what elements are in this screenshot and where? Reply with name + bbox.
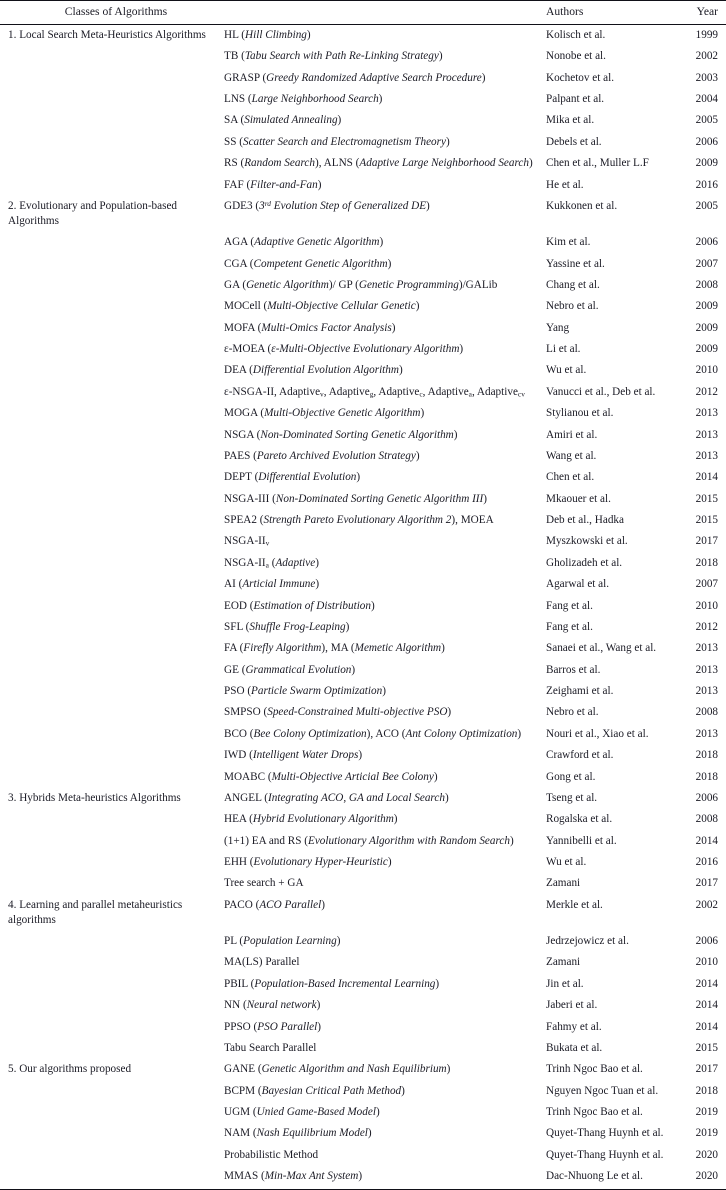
- cell-algorithm-name: Probabilistic Method: [224, 1148, 319, 1161]
- table-row: [0, 1145, 726, 1166]
- table-row: [0, 153, 726, 174]
- cell-year: 2006: [695, 135, 718, 148]
- cell-algorithm-name: GE (Grammatical Evolution): [224, 663, 356, 676]
- cell-algorithm-class: [0, 67, 224, 88]
- cell-authors: Yassine et al.: [546, 257, 605, 270]
- cell-authors: Agarwal et al.: [546, 578, 610, 591]
- cell-algorithm-class: [0, 403, 224, 424]
- cell-algorithm-class: [0, 723, 224, 744]
- cell-algorithm-class: 5. Our algorithms proposed: [8, 1063, 132, 1076]
- cell-authors: Quyet-Thang Huynh et al.: [546, 1127, 664, 1140]
- cell-algorithm-class: [0, 617, 224, 638]
- cell-year: 2013: [695, 727, 718, 740]
- table-header: [0, 1, 726, 25]
- cell-algorithm-name: SFL (Shuffle Frog-Leaping): [224, 620, 350, 633]
- table-row: [0, 809, 726, 830]
- table-row: [0, 24, 726, 46]
- table-row: [0, 131, 726, 152]
- cell-algorithm-name: NN (Neural network): [224, 999, 321, 1012]
- cell-algorithm-class: [0, 488, 224, 509]
- table-row: [0, 830, 726, 851]
- cell-algorithm-name: PPSO (PSO Parallel): [224, 1020, 321, 1033]
- cell-algorithm-name: EOD (Estimation of Distribution): [224, 599, 375, 612]
- cell-algorithm-class: 1. Local Search Meta-Heuristics Algorithms: [8, 28, 206, 41]
- cell-algorithm-class: [0, 595, 224, 616]
- cell-algorithm-class: [0, 659, 224, 680]
- cell-year: 2016: [695, 856, 718, 869]
- cell-algorithm-class: [0, 317, 224, 338]
- cell-authors: Mika et al.: [546, 114, 595, 127]
- cell-year: 2019: [695, 1127, 718, 1140]
- cell-year: 2019: [695, 1106, 718, 1119]
- table-row: [0, 638, 726, 659]
- cell-algorithm-name: MOGA (Multi-Objective Genetic Algorithm): [224, 407, 425, 420]
- cell-algorithm-class: [0, 974, 224, 995]
- column-header-classes: Classes of Algorithms: [0, 1, 224, 25]
- cell-algorithm-class: [0, 574, 224, 595]
- cell-authors: Kim et al.: [546, 236, 591, 249]
- cell-authors: Dac-Nhuong Le et al.: [540, 1166, 680, 1190]
- cell-year: 2015: [695, 492, 718, 505]
- cell-algorithm-name: CGA (Competent Genetic Algorithm): [224, 257, 392, 270]
- table-row: [0, 446, 726, 467]
- cell-algorithm-class: [0, 510, 224, 531]
- cell-authors: Wang et al.: [546, 449, 597, 462]
- cell-algorithm-name: SMPSO (Speed-Constrained Multi-objective PSO): [224, 706, 452, 719]
- table-row: [0, 467, 726, 488]
- cell-authors: Myszkowski et al.: [546, 535, 628, 548]
- cell-year: 2020: [695, 1148, 718, 1161]
- cell-authors: Gholizadeh et al.: [546, 556, 623, 569]
- cell-year: 2006: [695, 791, 718, 804]
- cell-algorithm-class: [0, 531, 224, 552]
- cell-authors: Nebro et al.: [546, 706, 599, 719]
- cell-algorithm-name: RS (Random Search), ALNS (Adaptive Large Neighborhood Search): [224, 157, 533, 170]
- cell-authors: Zamani: [546, 877, 581, 890]
- table-row: [0, 275, 726, 296]
- cell-authors: Fang et al.: [546, 599, 593, 612]
- cell-authors: Barros et al.: [546, 663, 601, 676]
- table-row: [0, 681, 726, 702]
- cell-authors: Bukata et al.: [546, 1041, 603, 1054]
- cell-authors: Jin et al.: [546, 977, 584, 990]
- cell-year: 2010: [695, 599, 718, 612]
- table-row: [0, 424, 726, 445]
- table-row: [0, 360, 726, 381]
- cell-algorithm-name: AI (Articial Immune): [224, 578, 320, 591]
- cell-algorithm-class: [0, 174, 224, 195]
- cell-algorithm-class: [0, 424, 224, 445]
- cell-algorithm-class: [0, 809, 224, 830]
- cell-year: 2010: [695, 364, 718, 377]
- table-row: [0, 873, 726, 894]
- cell-algorithm-class: [0, 153, 224, 174]
- table-row: [0, 617, 726, 638]
- cell-year: 2008: [695, 813, 718, 826]
- cell-authors: Nguyen Ngoc Tuan et al.: [546, 1084, 659, 1097]
- cell-algorithm-class: [0, 995, 224, 1016]
- column-header-authors: Authors: [540, 1, 680, 25]
- table-body: [0, 24, 726, 1189]
- cell-year: 2020: [680, 1166, 726, 1190]
- cell-authors: Crawford et al.: [546, 749, 614, 762]
- cell-year: 2007: [695, 257, 718, 270]
- cell-algorithm-class: [0, 1145, 224, 1166]
- cell-algorithm-name: NSGA-III (Non-Dominated Sorting Genetic Algorithm III): [224, 492, 487, 505]
- table-row: [0, 510, 726, 531]
- cell-algorithm-name: PSO (Particle Swarm Optimization): [224, 685, 386, 698]
- cell-year: 2013: [695, 663, 718, 676]
- cell-algorithm-name: ANGEL (Integrating ACO, GA and Local Search): [224, 791, 449, 804]
- cell-year: 2015: [695, 514, 718, 527]
- cell-authors: Chang et al.: [546, 278, 600, 291]
- cell-algorithm-class: [0, 552, 224, 573]
- cell-authors: Fang et al.: [546, 620, 593, 633]
- table-row: [0, 196, 726, 232]
- cell-algorithm-name: DEA (Differential Evolution Algorithm): [224, 364, 403, 377]
- cell-algorithm-class: [0, 131, 224, 152]
- cell-authors: Gong et al.: [546, 770, 596, 783]
- table-row: [0, 1059, 726, 1080]
- cell-year: 2016: [695, 178, 718, 191]
- cell-year: 2018: [695, 556, 718, 569]
- cell-authors: Nebro et al.: [546, 300, 599, 313]
- cell-algorithm-name: LNS (Large Neighborhood Search): [224, 93, 383, 106]
- cell-year: 2013: [695, 407, 718, 420]
- cell-algorithm-class: [0, 931, 224, 952]
- cell-authors: Chen et al.: [546, 471, 595, 484]
- cell-algorithm-name: FAF (Filter-and-Fan): [224, 178, 322, 191]
- cell-algorithm-class: [0, 1102, 224, 1123]
- cell-algorithm-name: GA (Genetic Algorithm)/ GP (Genetic Programming)/GALib: [224, 278, 498, 291]
- cell-algorithm-name: SPEA2 (Strength Pareto Evolutionary Algorithm 2), MOEA: [224, 514, 494, 527]
- table-row: [0, 381, 726, 402]
- cell-algorithm-class: [0, 296, 224, 317]
- table-row: [0, 766, 726, 787]
- table-row: [0, 296, 726, 317]
- cell-authors: Amiri et al.: [546, 428, 598, 441]
- cell-algorithm-name: Tree search + GA: [224, 877, 304, 890]
- cell-algorithm-class: [0, 852, 224, 873]
- cell-year: 2007: [695, 578, 718, 591]
- cell-year: 2008: [695, 278, 718, 291]
- cell-algorithm-name: PACO (ACO Parallel): [224, 898, 325, 911]
- cell-authors: Trinh Ngoc Bao et al.: [546, 1106, 643, 1119]
- cell-algorithm-class: 2. Evolutionary and Population-based Algorithms: [8, 199, 178, 227]
- table-row: [0, 253, 726, 274]
- table-row: [0, 67, 726, 88]
- cell-year: 2010: [695, 956, 718, 969]
- cell-algorithm-name: UGM (Unied Game-Based Model): [224, 1106, 380, 1119]
- cell-year: 2017: [695, 877, 718, 890]
- cell-algorithm-class: [0, 253, 224, 274]
- table-row: [0, 595, 726, 616]
- cell-year: 2009: [695, 343, 718, 356]
- cell-algorithm-class: [0, 1123, 224, 1144]
- cell-algorithm-name: MOCell (Multi-Objective Cellular Genetic): [224, 300, 420, 313]
- cell-algorithm-name: NSGA-$II_a$ (Adaptive): [224, 556, 319, 570]
- cell-algorithm-name: NAM (Nash Equilibrium Model): [224, 1127, 372, 1140]
- cell-algorithm-class: [0, 681, 224, 702]
- cell-algorithm-name: DEPT (Differential Evolution): [224, 471, 361, 484]
- cell-algorithm-class: [0, 702, 224, 723]
- cell-authors: Debels et al.: [546, 135, 602, 148]
- cell-algorithm-name: PL (Population Learning): [224, 935, 341, 948]
- table-row: [0, 1038, 726, 1059]
- column-header-year: Year: [680, 1, 726, 25]
- table-row: [0, 552, 726, 573]
- cell-year: 2013: [695, 428, 718, 441]
- cell-algorithm-class: [0, 467, 224, 488]
- cell-year: 2002: [695, 50, 718, 63]
- cell-year: 2014: [695, 834, 718, 847]
- cell-authors: Nonobe et al.: [546, 50, 606, 63]
- cell-algorithm-name: (1+1) EA and RS (Evolutionary Algorithm with Random Search): [224, 834, 514, 847]
- cell-authors: Fahmy et al.: [546, 1020, 602, 1033]
- cell-algorithm-name: FA (Firefly Algorithm), MA (Memetic Algorithm): [224, 642, 445, 655]
- cell-year: 2014: [695, 1020, 718, 1033]
- cell-algorithm-name: MOFA (Multi-Omics Factor Analysis): [224, 321, 396, 334]
- cell-authors: Tseng et al.: [546, 791, 598, 804]
- cell-year: 2009: [695, 157, 718, 170]
- table-row: [0, 702, 726, 723]
- table-row: [0, 1016, 726, 1037]
- cell-algorithm-class: [0, 766, 224, 787]
- cell-year: 2013: [695, 685, 718, 698]
- cell-algorithm-class: [0, 275, 224, 296]
- table-row: [0, 174, 726, 195]
- cell-algorithm-name: NSGA (Non-Dominated Sorting Genetic Algorithm): [224, 428, 458, 441]
- cell-authors: Zeighami et al.: [546, 685, 614, 698]
- cell-year: 2014: [695, 471, 718, 484]
- cell-algorithm-class: [0, 446, 224, 467]
- cell-year: 2003: [695, 71, 718, 84]
- cell-algorithm-name: SA (Simulated Annealing): [224, 114, 342, 127]
- cell-year: 2017: [695, 535, 718, 548]
- table-row: [0, 659, 726, 680]
- cell-year: 2009: [695, 321, 718, 334]
- table-row: [0, 531, 726, 552]
- table-row: [0, 852, 726, 873]
- cell-year: 2004: [695, 93, 718, 106]
- cell-year: 2008: [695, 706, 718, 719]
- cell-authors: Kolisch et al.: [546, 28, 606, 41]
- cell-algorithm-class: [0, 360, 224, 381]
- cell-algorithm-name: PAES (Pareto Archived Evolution Strategy): [224, 449, 420, 462]
- cell-authors: Palpant et al.: [546, 93, 605, 106]
- cell-authors: Jaberi et al.: [546, 999, 598, 1012]
- cell-year: 2012: [695, 620, 718, 633]
- cell-authors: Mkaouer et al.: [546, 492, 611, 505]
- table-row: [0, 46, 726, 67]
- table-row: [0, 232, 726, 253]
- table-row: [0, 745, 726, 766]
- cell-algorithm-name: IWD (Intelligent Water Drops): [224, 749, 363, 762]
- cell-authors: Yang: [546, 321, 570, 334]
- cell-authors: Yannibelli et al.: [546, 834, 617, 847]
- cell-year: 2006: [695, 236, 718, 249]
- cell-year: 2017: [695, 1063, 718, 1076]
- cell-authors: Nouri et al., Xiao et al.: [546, 727, 649, 740]
- cell-algorithm-class: [0, 745, 224, 766]
- cell-year: 2015: [695, 1041, 718, 1054]
- cell-year: 2005: [695, 114, 718, 127]
- table-row: [0, 1123, 726, 1144]
- cell-authors: Kukkonen et al.: [546, 199, 618, 212]
- cell-year: 2014: [695, 999, 718, 1012]
- cell-year: 2018: [695, 770, 718, 783]
- cell-algorithm-name: MA(LS) Parallel: [224, 956, 300, 969]
- cell-year: 2013: [695, 449, 718, 462]
- table-row: [0, 89, 726, 110]
- cell-algorithm-class: 4. Learning and parallel metaheuristics algorithms: [8, 898, 183, 926]
- table-row: [0, 974, 726, 995]
- cell-algorithm-name: SS (Scatter Search and Electromagnetism Theory): [224, 135, 450, 148]
- cell-algorithm-class: [0, 638, 224, 659]
- cell-year: 2012: [695, 385, 718, 398]
- cell-year: 2014: [695, 977, 718, 990]
- cell-algorithm-name: GDE3 (3rd Evolution Step of Generalized DE): [224, 198, 430, 212]
- table-row: [0, 339, 726, 360]
- cell-authors: Jedrzejowicz et al.: [546, 935, 629, 948]
- cell-algorithm-class: 3. Hybrids Meta-heuristics Algorithms: [8, 791, 181, 804]
- cell-authors: Kochetov et al.: [546, 71, 615, 84]
- cell-authors: Zamani: [546, 956, 581, 969]
- cell-algorithm-name: BCO (Bee Colony Optimization), ACO (Ant Colony Optimization): [224, 727, 522, 740]
- table-row: [0, 894, 726, 930]
- table-row: [0, 995, 726, 1016]
- cell-algorithm-name: ε-MOEA (ε-Multi-Objective Evolutionary Algorithm): [224, 343, 464, 356]
- cell-authors: Vanucci et al., Deb et al.: [546, 385, 656, 398]
- cell-authors: Wu et al.: [546, 364, 587, 377]
- cell-algorithm-class: [0, 830, 224, 851]
- table-row: [0, 317, 726, 338]
- cell-algorithm-name: MMAS (Min-Max Ant System): [224, 1166, 540, 1190]
- table-row: [0, 723, 726, 744]
- table-row: [0, 788, 726, 809]
- table-row: [0, 574, 726, 595]
- cell-authors: Sanaei et al., Wang et al.: [546, 642, 657, 655]
- cell-authors: Quyet-Thang Huynh et al.: [546, 1148, 664, 1161]
- table-row: [0, 931, 726, 952]
- cell-algorithm-name: HL (Hill Climbing): [224, 28, 311, 41]
- cell-authors: Wu et al.: [546, 856, 587, 869]
- cell-algorithm-class: [0, 1080, 224, 1101]
- cell-algorithm-name: PBIL (Population-Based Incremental Learning): [224, 977, 440, 990]
- cell-algorithm-class: [0, 339, 224, 360]
- cell-authors: Li et al.: [546, 343, 581, 356]
- cell-year: 2006: [695, 935, 718, 948]
- cell-algorithm-name: NSGA-$II_v$: [224, 535, 270, 549]
- cell-year: 1999: [695, 28, 718, 41]
- cell-algorithm-class: [0, 232, 224, 253]
- cell-algorithm-name: AGA (Adaptive Genetic Algorithm): [224, 236, 384, 249]
- cell-algorithm-name: TB (Tabu Search with Path Re-Linking Strategy): [224, 50, 443, 63]
- cell-algorithm-name: EHH (Evolutionary Hyper-Heuristic): [224, 856, 392, 869]
- cell-year: 2018: [695, 749, 718, 762]
- cell-algorithm-class: [0, 110, 224, 131]
- cell-authors: Trinh Ngoc Bao et al.: [546, 1063, 643, 1076]
- cell-algorithm-class: [0, 89, 224, 110]
- table-row: [0, 488, 726, 509]
- table-row: [0, 110, 726, 131]
- cell-authors: Stylianou et al.: [546, 407, 614, 420]
- cell-algorithm-name: BCPM (Bayesian Critical Path Method): [224, 1084, 405, 1097]
- cell-year: 2013: [695, 642, 718, 655]
- cell-algorithm-class: [0, 381, 224, 402]
- cell-authors: Rogalska et al.: [546, 813, 613, 826]
- cell-algorithm-name: Tabu Search Parallel: [224, 1041, 317, 1054]
- cell-year: 2018: [695, 1084, 718, 1097]
- cell-authors: Deb et al., Hadka: [546, 514, 624, 527]
- cell-algorithm-class: [0, 873, 224, 894]
- table-row: [0, 1102, 726, 1123]
- cell-authors: Merkle et al.: [546, 898, 603, 911]
- table-header-row: [0, 1, 726, 25]
- cell-algorithm-class: [0, 46, 224, 67]
- cell-algorithm-name: GRASP (Greedy Randomized Adaptive Search Procedure): [224, 71, 486, 84]
- cell-algorithm-class: [0, 952, 224, 973]
- cell-year: 2005: [695, 199, 718, 212]
- cell-algorithm-class: [0, 1016, 224, 1037]
- table-row: [0, 403, 726, 424]
- column-header-algorithms-spacer: [224, 1, 540, 25]
- cell-authors: He et al.: [546, 178, 584, 191]
- cell-algorithm-class: [0, 1038, 224, 1059]
- table-row: [0, 1080, 726, 1101]
- cell-authors: Chen et al., Muller L.F: [546, 157, 649, 170]
- cell-year: 2002: [695, 898, 718, 911]
- cell-algorithm-name: HEA (Hybrid Evolutionary Algorithm): [224, 813, 398, 826]
- table-row: [0, 952, 726, 973]
- cell-algorithm-name: GANE (Genetic Algorithm and Nash Equilibrium): [224, 1063, 451, 1076]
- cell-year: 2009: [695, 300, 718, 313]
- cell-algorithm-name: ε-NSGA-II, Adaptive$_v$, Adaptive$_g$, Adaptive$_c$, Adaptive$_a$, Adaptive$_{cv}$: [224, 385, 525, 399]
- cell-algorithm-name: MOABC (Multi-Objective Articial Bee Colony): [224, 770, 438, 783]
